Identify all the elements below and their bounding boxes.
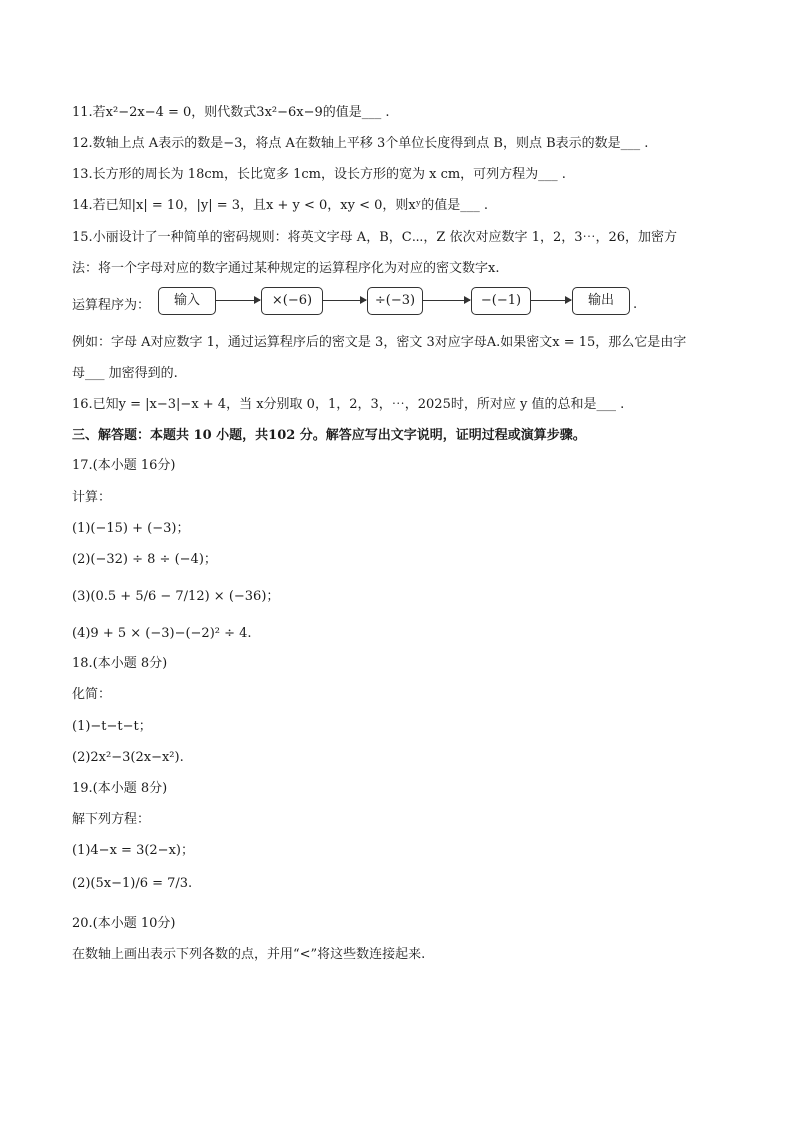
question-15-example-2: 母___ 加密得到的.	[72, 366, 178, 381]
question-13: 13.长方形的周长为 18cm，长比宽多 1cm，设长方形的宽为 x cm，可列方程为___ .	[72, 167, 566, 182]
q19-title: 19.(本小题 8分)	[72, 781, 168, 796]
flow-box-input: 输入	[158, 287, 216, 315]
question-12: 12.数轴上点 A表示的数是−3，将点 A在数轴上平移 3个单位长度得到点 B，则点 B表示的数是___ .	[72, 136, 649, 151]
q18-item-2: (2)2x²−3(2x−x²).	[72, 750, 184, 765]
q17-item-1: (1)(−15) + (−3)；	[72, 521, 190, 536]
question-15-line-1: 15.小丽设计了一种简单的密码规则：将英文字母 A，B，C⋯，Z 依次对应数字 1，2，3⋯，26，加密方	[72, 230, 678, 245]
flow-arrow-icon	[216, 300, 260, 301]
q19-item-2: (2)(5x−1)/6 = 7/3.	[72, 876, 193, 891]
q17-title: 17.(本小题 16分)	[72, 458, 176, 473]
flow-box-multiply: ×(−6)	[261, 287, 323, 315]
q20-title: 20.(本小题 10分)	[72, 916, 176, 931]
section-3-heading: 三、解答题：本题共 10 小题，共102 分。解答应写出文字说明，证明过程或演算步骤。	[72, 428, 586, 443]
flow-arrow-icon	[323, 300, 366, 301]
q17-item-3: (3)(0.5 + 5/6 − 7/12) × (−36)；	[72, 589, 280, 604]
question-14: 14.若已知|x| = 10，|y| = 3，且x + y < 0，xy < 0，则xʸ的值是___ .	[72, 198, 488, 213]
q20-instruction: 在数轴上画出表示下列各数的点，并用“<”将这些数连接起来.	[72, 947, 426, 962]
flow-end-period: .	[633, 297, 638, 312]
flow-arrow-icon	[423, 300, 470, 301]
q17-instruction: 计算：	[72, 490, 112, 505]
q18-instruction: 化简：	[72, 687, 112, 702]
question-15-example-1: 例如：字母 A对应数字 1，通过运算程序后的密文是 3，密文 3对应字母A.如果密文x = 15，那么它是由字	[72, 335, 687, 350]
flow-box-subtract: −(−1)	[471, 287, 531, 315]
q18-title: 18.(本小题 8分)	[72, 656, 168, 671]
q17-item-2: (2)(−32) ÷ 8 ÷ (−4)；	[72, 552, 217, 567]
flow-box-output: 输出	[572, 287, 630, 315]
flow-label: 运算程序为：	[72, 298, 151, 313]
q19-instruction: 解下列方程：	[72, 812, 151, 827]
q18-item-1: (1)−t−t−t；	[72, 719, 152, 734]
question-11: 11.若x²−2x−4 = 0，则代数式3x²−6x−9的值是___ .	[72, 105, 390, 120]
question-15-line-2: 法：将一个字母对应的数字通过某种规定的运算程序化为对应的密文数字x.	[72, 261, 500, 276]
flow-box-divide: ÷(−3)	[367, 287, 423, 315]
flow-arrow-icon	[531, 300, 571, 301]
q19-item-1: (1)4−x = 3(2−x)；	[72, 843, 194, 858]
q17-item-4: (4)9 + 5 × (−3)−(−2)² ÷ 4.	[72, 626, 252, 641]
question-16: 16.已知y = |x−3|−x + 4，当 x分别取 0，1，2，3，⋯，2025时，所对应 y 值的总和是___ .	[72, 397, 625, 412]
operation-flowchart	[72, 287, 722, 317]
